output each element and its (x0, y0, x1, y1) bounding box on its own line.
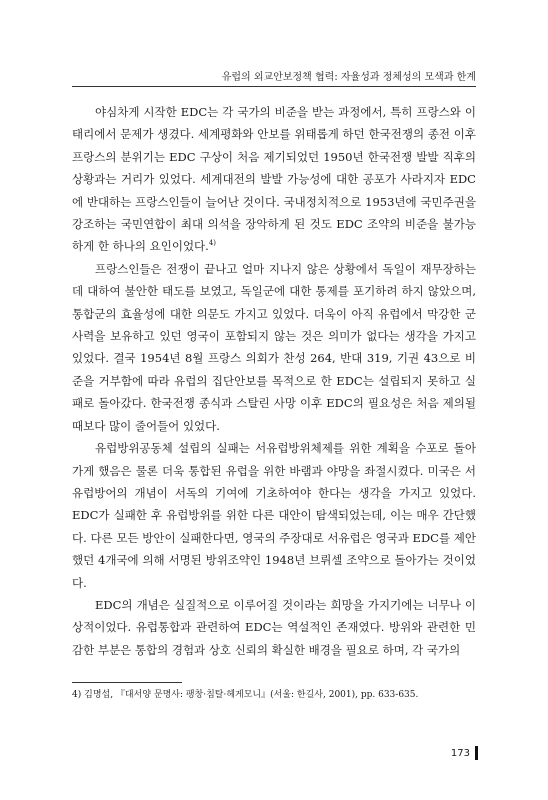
footnote (72, 688, 476, 702)
header-rule (72, 86, 476, 87)
footnote-text: 김명섭, 『대서양 문명사: 팽창·침탈·헤게모니』(서울: 한길사, 2001), pp. 633-635. (84, 690, 419, 700)
footnote-marker: 4) (72, 690, 82, 700)
paragraph-4: EDC의 개념은 실질적으로 이루어질 것이라는 희망을 가지기에는 너무나 이상적이었다. 유럽통합과 관련하여 EDC는 역설적인 존재였다. 방위와 관련한 민감한 부분은 통합의 경험과 상호 신뢰의 확실한 배경을 필요로 하며, 각 국가의 (72, 597, 476, 657)
paragraph-2: 프랑스인들은 전쟁이 끝나고 얼마 지나지 않은 상황에서 독일이 재무장하는 데 대하여 불안한 태도를 보였고, 독일군에 대한 통제를 포기하려 하지 않았으며, 통합군의 효율성에 대한 의문도 가지고 있었다. 더욱이 아직 유럽에서 막강한 군사력을 보유하고 있던 영국이 포함되지 않는 것은 의미가 없다는 생각을 가지고 있었다. 결국 1954년 8월 프랑스 의회가 찬성 264, 반대 319, 기권 43으로 비준을 거부함에 따라 유럽의 집단안보를 목적으로 한 EDC는 설립되지 못하고 실패로 돌아갔다. 한국전쟁 종식과 스탈린 사망 이후 EDC의 필요성은 처음 제의될 때보다 많이 줄어들어 있었다. (72, 261, 476, 433)
body-text (72, 101, 476, 661)
paragraph-1-text: 야심차게 시작한 EDC는 각 국가의 비준을 받는 과정에서, 특히 프랑스와 이태리에서 문제가 생겼다. 세계평화와 안보를 위태롭게 하던 한국전쟁의 종전 이후 프랑스의 분위기는 EDC 구상이 처음 제기되었던 1950년 한국전쟁 발발 직후의 상황과는 거리가 있었다. 세계대전의 발발 가능성에 대한 공포가 사라지자 EDC에 반대하는 프랑스인들이 늘어난 것이다. 국내정치적으로 1953년에 국민주권을 강조하는 국민연합이 최대 의석을 장악하게 된 것도 EDC 조약의 비준을 불가능하게 한 하나의 요인이었다. (72, 105, 476, 254)
paragraph-1 (72, 101, 476, 258)
footnote-reference[interactable]: 4) (208, 239, 217, 248)
footnote-rule (72, 682, 182, 683)
page-number: 173 (450, 748, 470, 759)
paragraph-3: 유럽방위공동체 설립의 실패는 서유럽방위체제를 위한 계획을 수포로 돌아가게 했음은 물론 더욱 통합된 유럽을 위한 바램과 야망을 좌절시켰다. 미국은 서유럽방어의 개념이 서독의 기여에 기초하여야 한다는 생각을 가지고 있었다. EDC가 실패한 후 유럽방위를 위한 다른 대안이 탐색되었는데, 이는 매우 간단했다. 다른 모든 방안이 실패한다면, 영국의 주장대로 서유럽은 영국과 EDC를 제안했던 4개국에 의해 서명된 방위조약인 1948년 브뤼셀 조약으로 돌아가는 것이었다. (72, 441, 476, 590)
page-number-bar (475, 746, 478, 760)
running-header: 유럽의 외교안보정책 협력: 자율성과 정체성의 모색과 한계 (221, 72, 476, 83)
